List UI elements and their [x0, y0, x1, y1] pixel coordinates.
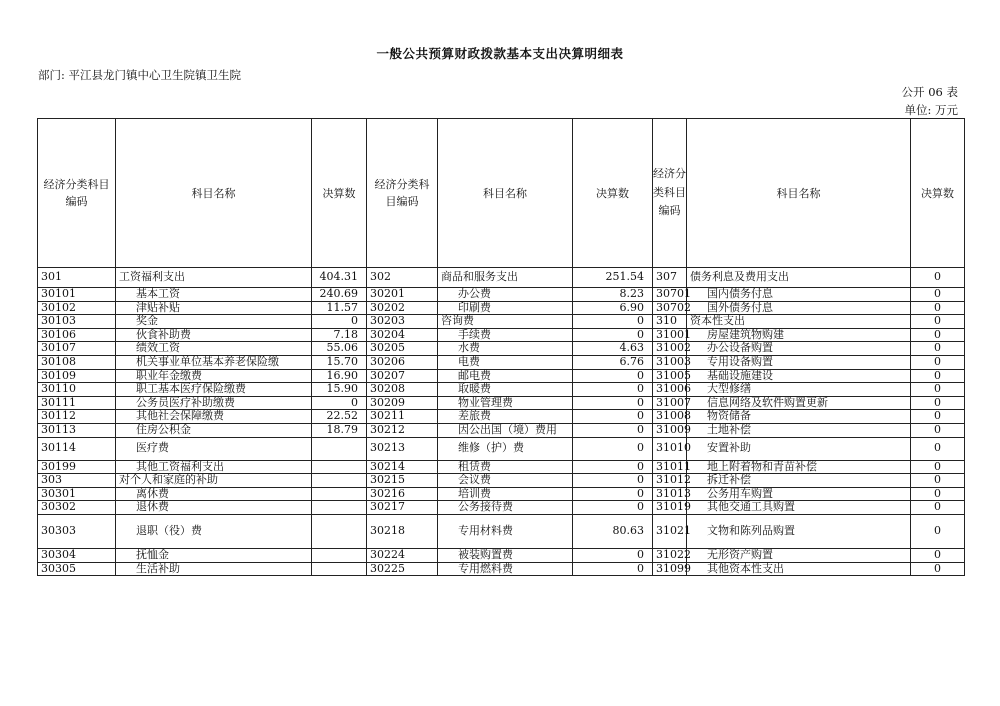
header-amount-3: 决算数 — [911, 119, 965, 268]
cell-code-1: 30110 — [38, 383, 116, 397]
cell-code-3: 307 — [653, 268, 687, 288]
cell-code-3: 31012 — [653, 474, 687, 488]
cell-name-1: 绩效工资 — [116, 342, 312, 356]
cell-amount-2: 0 — [573, 315, 653, 329]
cell-name-2: 电费 — [438, 355, 573, 369]
cell-amount-2: 0 — [573, 437, 653, 460]
cell-amount-2: 0 — [573, 410, 653, 424]
cell-code-1: 30101 — [38, 288, 116, 302]
cell-amount-3: 0 — [911, 355, 965, 369]
cell-amount-1 — [312, 474, 367, 488]
cell-code-3: 31022 — [653, 548, 687, 562]
cell-name-3: 其他交通工具购置 — [687, 501, 911, 515]
cell-amount-2: 0 — [573, 460, 653, 474]
cell-amount-3: 0 — [911, 474, 965, 488]
table-row — [38, 460, 965, 474]
cell-amount-2: 0 — [573, 548, 653, 562]
unit-label: 单位: 万元 — [904, 103, 958, 117]
cell-amount-2: 0 — [573, 328, 653, 342]
table-row — [38, 487, 965, 501]
cell-code-2: 30214 — [367, 460, 438, 474]
cell-amount-3: 0 — [911, 342, 965, 356]
table-body — [38, 268, 965, 576]
cell-code-1: 30302 — [38, 501, 116, 515]
cell-code-2: 30213 — [367, 437, 438, 460]
cell-amount-1: 18.79 — [312, 423, 367, 437]
cell-amount-1 — [312, 487, 367, 501]
cell-name-2: 手续费 — [438, 328, 573, 342]
cell-amount-2: 6.76 — [573, 355, 653, 369]
table-row — [38, 369, 965, 383]
table-row — [38, 328, 965, 342]
expenditure-table — [37, 118, 965, 576]
cell-code-2: 30204 — [367, 328, 438, 342]
cell-code-1: 301 — [38, 268, 116, 288]
table-row — [38, 342, 965, 356]
table-row — [38, 355, 965, 369]
cell-name-1: 伙食补助费 — [116, 328, 312, 342]
cell-name-1: 退休费 — [116, 501, 312, 515]
header-code-1: 经济分类科目编码 — [38, 119, 116, 268]
cell-name-1: 职工基本医疗保险缴费 — [116, 383, 312, 397]
cell-code-2: 30202 — [367, 301, 438, 315]
cell-code-2: 30206 — [367, 355, 438, 369]
cell-amount-1: 240.69 — [312, 288, 367, 302]
cell-amount-1: 0 — [312, 396, 367, 410]
cell-amount-3: 0 — [911, 301, 965, 315]
cell-name-3: 国内债务付息 — [687, 288, 911, 302]
table-row — [38, 501, 965, 515]
cell-code-2: 30208 — [367, 383, 438, 397]
cell-code-3: 310 — [653, 315, 687, 329]
table-row — [38, 301, 965, 315]
cell-amount-1: 11.57 — [312, 301, 367, 315]
cell-code-1: 30199 — [38, 460, 116, 474]
cell-code-3: 31008 — [653, 410, 687, 424]
cell-amount-1: 15.90 — [312, 383, 367, 397]
table-row — [38, 548, 965, 562]
cell-amount-1 — [312, 460, 367, 474]
cell-amount-3: 0 — [911, 548, 965, 562]
cell-code-1: 30301 — [38, 487, 116, 501]
cell-amount-3: 0 — [911, 423, 965, 437]
cell-code-2: 30209 — [367, 396, 438, 410]
cell-name-1: 其他工资福利支出 — [116, 460, 312, 474]
cell-code-3: 31001 — [653, 328, 687, 342]
header-name-3: 科目名称 — [687, 119, 911, 268]
cell-amount-1: 15.70 — [312, 355, 367, 369]
cell-amount-3: 0 — [911, 562, 965, 576]
cell-amount-1: 0 — [312, 315, 367, 329]
cell-code-2: 30216 — [367, 487, 438, 501]
cell-code-1: 30109 — [38, 369, 116, 383]
form-number: 公开 06 表 — [901, 85, 958, 99]
cell-code-1: 30112 — [38, 410, 116, 424]
cell-name-2: 物业管理费 — [438, 396, 573, 410]
cell-code-2: 30218 — [367, 514, 438, 548]
cell-code-3: 31021 — [653, 514, 687, 548]
cell-name-3: 文物和陈列品购置 — [687, 514, 911, 548]
cell-amount-3: 0 — [911, 328, 965, 342]
table-row — [38, 514, 965, 548]
header-name-2: 科目名称 — [438, 119, 573, 268]
cell-name-1: 公务员医疗补助缴费 — [116, 396, 312, 410]
cell-amount-3: 0 — [911, 514, 965, 548]
cell-code-2: 30203 — [367, 315, 438, 329]
cell-name-2: 租赁费 — [438, 460, 573, 474]
cell-code-2: 30212 — [367, 423, 438, 437]
cell-name-1: 津贴补贴 — [116, 301, 312, 315]
cell-code-2: 30211 — [367, 410, 438, 424]
cell-name-3: 资本性支出 — [687, 315, 911, 329]
cell-code-2: 30224 — [367, 548, 438, 562]
cell-name-1: 其他社会保障缴费 — [116, 410, 312, 424]
cell-code-3: 31010 — [653, 437, 687, 460]
cell-amount-3: 0 — [911, 268, 965, 288]
cell-name-1: 离休费 — [116, 487, 312, 501]
cell-amount-1: 404.31 — [312, 268, 367, 288]
cell-amount-1: 55.06 — [312, 342, 367, 356]
cell-amount-1 — [312, 548, 367, 562]
cell-code-2: 30205 — [367, 342, 438, 356]
header-name-1: 科目名称 — [116, 119, 312, 268]
cell-amount-2: 6.90 — [573, 301, 653, 315]
cell-name-3: 土地补偿 — [687, 423, 911, 437]
cell-name-3: 办公设备购置 — [687, 342, 911, 356]
cell-name-1: 基本工资 — [116, 288, 312, 302]
header-amount-1: 决算数 — [312, 119, 367, 268]
cell-name-2: 维修（护）费 — [438, 437, 573, 460]
cell-name-3: 拆迁补偿 — [687, 474, 911, 488]
cell-code-3: 31002 — [653, 342, 687, 356]
cell-name-3: 物资储备 — [687, 410, 911, 424]
cell-name-1: 医疗费 — [116, 437, 312, 460]
table-row — [38, 562, 965, 576]
cell-code-1: 30102 — [38, 301, 116, 315]
cell-name-3: 国外债务付息 — [687, 301, 911, 315]
cell-amount-3: 0 — [911, 315, 965, 329]
cell-amount-1 — [312, 562, 367, 576]
cell-name-2: 办公费 — [438, 288, 573, 302]
cell-code-3: 31006 — [653, 383, 687, 397]
cell-name-2: 印刷费 — [438, 301, 573, 315]
cell-amount-2: 251.54 — [573, 268, 653, 288]
cell-name-2: 水费 — [438, 342, 573, 356]
cell-amount-1: 7.18 — [312, 328, 367, 342]
cell-amount-2: 0 — [573, 423, 653, 437]
cell-code-1: 30303 — [38, 514, 116, 548]
cell-amount-1 — [312, 501, 367, 515]
cell-name-2: 培训费 — [438, 487, 573, 501]
cell-name-1: 抚恤金 — [116, 548, 312, 562]
cell-code-1: 30106 — [38, 328, 116, 342]
cell-code-3: 31011 — [653, 460, 687, 474]
cell-amount-2: 8.23 — [573, 288, 653, 302]
cell-amount-1 — [312, 437, 367, 460]
cell-name-3: 无形资产购置 — [687, 548, 911, 562]
cell-name-2: 因公出国（境）费用 — [438, 423, 573, 437]
cell-name-2: 差旅费 — [438, 410, 573, 424]
cell-code-2: 30215 — [367, 474, 438, 488]
cell-name-1: 机关事业单位基本养老保险缴 — [116, 355, 312, 369]
cell-name-1: 对个人和家庭的补助 — [116, 474, 312, 488]
cell-name-1: 住房公积金 — [116, 423, 312, 437]
cell-amount-3: 0 — [911, 369, 965, 383]
cell-name-1: 奖金 — [116, 315, 312, 329]
table-row — [38, 288, 965, 302]
cell-name-2: 公务接待费 — [438, 501, 573, 515]
cell-amount-2: 80.63 — [573, 514, 653, 548]
cell-amount-3: 0 — [911, 437, 965, 460]
cell-name-3: 专用设备购置 — [687, 355, 911, 369]
cell-code-3: 30702 — [653, 301, 687, 315]
cell-code-3: 30701 — [653, 288, 687, 302]
cell-name-2: 邮电费 — [438, 369, 573, 383]
department-label: 部门: 平江县龙门镇中心卫生院镇卫生院 — [38, 68, 242, 82]
cell-amount-3: 0 — [911, 487, 965, 501]
cell-name-3: 基础设施建设 — [687, 369, 911, 383]
table-header-row — [38, 119, 965, 268]
table-row — [38, 423, 965, 437]
cell-name-2: 商品和服务支出 — [438, 268, 573, 288]
cell-name-2: 会议费 — [438, 474, 573, 488]
header-code-3: 经济分类科目编码 — [653, 119, 687, 268]
cell-amount-3: 0 — [911, 410, 965, 424]
header-code-2: 经济分类科目编码 — [367, 119, 438, 268]
cell-name-3: 公务用车购置 — [687, 487, 911, 501]
cell-name-3: 房屋建筑物购建 — [687, 328, 911, 342]
cell-name-3: 地上附着物和青苗补偿 — [687, 460, 911, 474]
cell-code-3: 31003 — [653, 355, 687, 369]
cell-name-2: 咨询费 — [438, 315, 573, 329]
cell-name-1: 生活补助 — [116, 562, 312, 576]
cell-name-2: 专用燃料费 — [438, 562, 573, 576]
cell-code-3: 31005 — [653, 369, 687, 383]
cell-amount-2: 4.63 — [573, 342, 653, 356]
cell-code-3: 31009 — [653, 423, 687, 437]
cell-amount-3: 0 — [911, 501, 965, 515]
cell-amount-3: 0 — [911, 383, 965, 397]
cell-name-3: 安置补助 — [687, 437, 911, 460]
cell-name-3: 大型修缮 — [687, 383, 911, 397]
cell-code-1: 30108 — [38, 355, 116, 369]
cell-code-1: 30107 — [38, 342, 116, 356]
cell-amount-1: 22.52 — [312, 410, 367, 424]
cell-name-3: 其他资本性支出 — [687, 562, 911, 576]
cell-code-1: 30111 — [38, 396, 116, 410]
table-row — [38, 474, 965, 488]
cell-code-2: 302 — [367, 268, 438, 288]
cell-amount-3: 0 — [911, 288, 965, 302]
cell-code-3: 31019 — [653, 501, 687, 515]
cell-amount-1 — [312, 514, 367, 548]
cell-amount-2: 0 — [573, 501, 653, 515]
table-row — [38, 437, 965, 460]
cell-name-1: 职业年金缴费 — [116, 369, 312, 383]
cell-amount-2: 0 — [573, 383, 653, 397]
cell-name-2: 取暖费 — [438, 383, 573, 397]
cell-name-3: 信息网络及软件购置更新 — [687, 396, 911, 410]
cell-amount-3: 0 — [911, 396, 965, 410]
cell-code-2: 30201 — [367, 288, 438, 302]
page-title: 一般公共预算财政拨款基本支出决算明细表 — [376, 46, 624, 61]
cell-code-1: 30113 — [38, 423, 116, 437]
cell-code-1: 303 — [38, 474, 116, 488]
cell-code-2: 30225 — [367, 562, 438, 576]
cell-code-1: 30305 — [38, 562, 116, 576]
cell-code-3: 31013 — [653, 487, 687, 501]
cell-name-3: 债务利息及费用支出 — [687, 268, 911, 288]
cell-code-2: 30207 — [367, 369, 438, 383]
table-row — [38, 410, 965, 424]
cell-code-3: 31007 — [653, 396, 687, 410]
cell-amount-2: 0 — [573, 562, 653, 576]
cell-amount-2: 0 — [573, 396, 653, 410]
cell-name-2: 被装购置费 — [438, 548, 573, 562]
cell-code-3: 31099 — [653, 562, 687, 576]
cell-name-1: 退职（役）费 — [116, 514, 312, 548]
cell-name-2: 专用材料费 — [438, 514, 573, 548]
cell-amount-1: 16.90 — [312, 369, 367, 383]
cell-code-1: 30114 — [38, 437, 116, 460]
table-row — [38, 396, 965, 410]
cell-amount-2: 0 — [573, 487, 653, 501]
table-row — [38, 315, 965, 329]
cell-name-1: 工资福利支出 — [116, 268, 312, 288]
table-row — [38, 383, 965, 397]
cell-amount-3: 0 — [911, 460, 965, 474]
header-amount-2: 决算数 — [573, 119, 653, 268]
cell-amount-2: 0 — [573, 474, 653, 488]
cell-amount-2: 0 — [573, 369, 653, 383]
cell-code-1: 30304 — [38, 548, 116, 562]
cell-code-2: 30217 — [367, 501, 438, 515]
cell-code-1: 30103 — [38, 315, 116, 329]
table-row — [38, 268, 965, 288]
